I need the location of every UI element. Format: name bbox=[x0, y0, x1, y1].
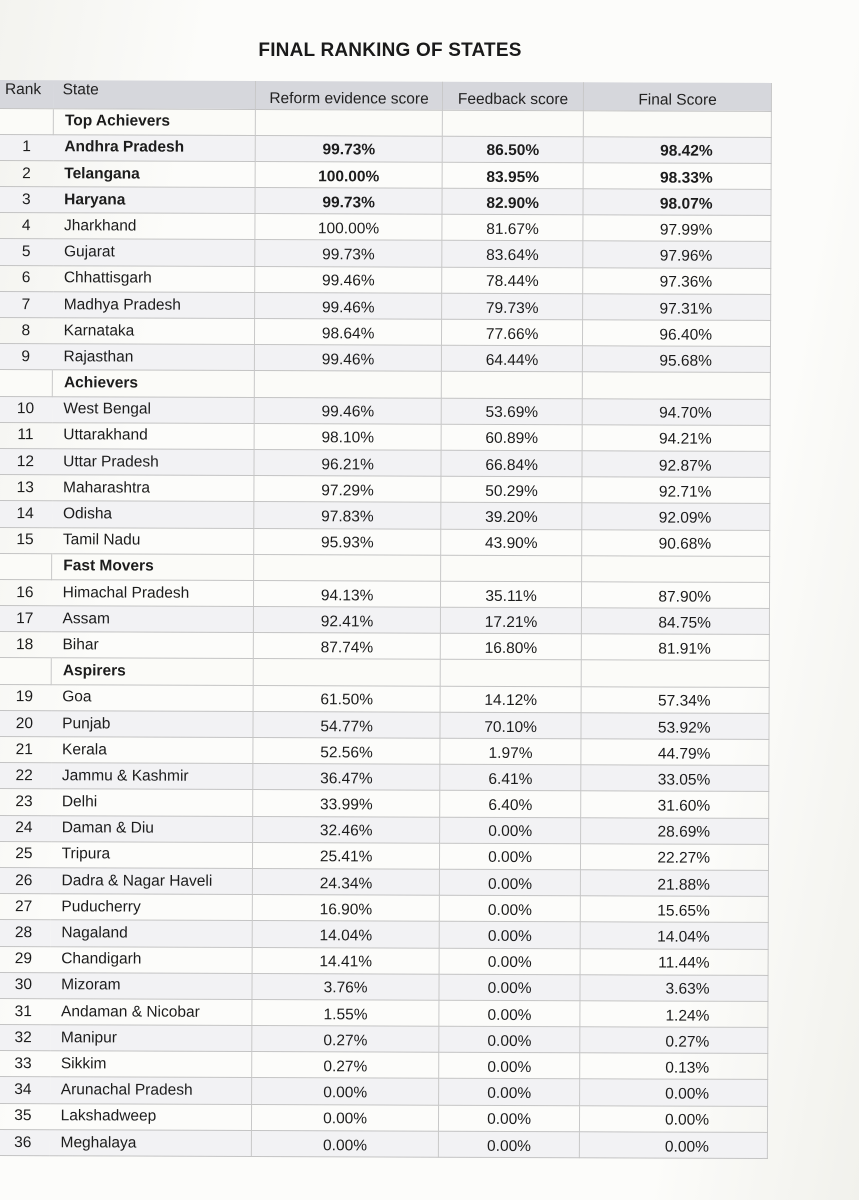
rank-cell: 32 bbox=[0, 1025, 50, 1051]
state-cell: Andhra Pradesh bbox=[53, 134, 255, 161]
reform-evidence-score-cell: 16.90% bbox=[253, 895, 440, 922]
table-row bbox=[0, 213, 771, 242]
reform-evidence-score-cell: 99.73% bbox=[255, 135, 442, 162]
table-row bbox=[0, 920, 768, 949]
table-row bbox=[0, 448, 770, 477]
final-score-cell: 28.69% bbox=[581, 817, 769, 844]
state-cell: Uttar Pradesh bbox=[52, 449, 254, 476]
final-score-cell: 14.04% bbox=[580, 922, 768, 949]
final-score-cell: 33.05% bbox=[581, 765, 769, 792]
final-score-cell: 92.87% bbox=[582, 451, 770, 478]
category-label: Fast Movers bbox=[52, 553, 254, 580]
final-score-cell: 81.91% bbox=[582, 634, 770, 661]
rank-cell: 15 bbox=[0, 527, 52, 553]
category-empty-cell bbox=[442, 110, 583, 137]
final-score-cell: 3.63% bbox=[580, 974, 768, 1001]
category-empty-cell bbox=[582, 555, 770, 582]
reform-evidence-score-cell: 61.50% bbox=[253, 685, 440, 712]
state-cell: Chhattisgarh bbox=[53, 265, 255, 292]
final-score-cell: 98.42% bbox=[583, 136, 771, 163]
table-row bbox=[0, 134, 771, 163]
final-score-cell: 31.60% bbox=[581, 791, 769, 818]
final-score-cell: 87.90% bbox=[582, 582, 770, 609]
final-score-cell: 96.40% bbox=[583, 320, 771, 347]
reform-evidence-score-cell: 52.56% bbox=[253, 737, 440, 764]
final-score-cell: 0.13% bbox=[580, 1053, 768, 1080]
category-empty-cell bbox=[256, 109, 443, 136]
rank-cell: 20 bbox=[0, 710, 51, 736]
state-cell: Karnataka bbox=[53, 318, 255, 345]
category-rank-empty bbox=[0, 108, 54, 134]
table-row bbox=[0, 710, 769, 739]
reform-evidence-score-cell: 87.74% bbox=[254, 633, 441, 660]
rank-cell: 36 bbox=[0, 1129, 50, 1155]
rank-cell: 13 bbox=[0, 475, 52, 501]
rank-cell: 12 bbox=[0, 448, 52, 474]
reform-evidence-score-cell: 3.76% bbox=[252, 973, 439, 1000]
reform-evidence-score-cell: 99.46% bbox=[255, 266, 442, 293]
table-row bbox=[0, 291, 771, 320]
final-score-cell: 98.07% bbox=[583, 189, 771, 216]
category-empty-cell bbox=[441, 372, 582, 399]
rank-cell: 9 bbox=[0, 344, 53, 370]
category-empty-cell bbox=[440, 660, 581, 687]
reform-evidence-score-cell: 97.83% bbox=[254, 502, 441, 529]
reform-evidence-score-cell: 95.93% bbox=[254, 528, 441, 555]
table-row bbox=[0, 972, 768, 1001]
category-empty-cell bbox=[255, 371, 442, 398]
table-row bbox=[0, 239, 771, 268]
state-cell: Lakshadweep bbox=[50, 1103, 252, 1130]
table-row bbox=[0, 317, 771, 346]
rank-cell: 5 bbox=[0, 239, 53, 265]
table-row bbox=[0, 344, 770, 373]
feedback-score-cell: 0.00% bbox=[438, 1105, 579, 1132]
reform-evidence-score-cell: 98.10% bbox=[254, 423, 441, 450]
state-cell: Kerala bbox=[51, 737, 253, 764]
state-cell: Tamil Nadu bbox=[52, 527, 254, 554]
rank-cell: 3 bbox=[0, 187, 53, 213]
reform-evidence-score-cell: 0.27% bbox=[252, 1026, 439, 1053]
category-rank-empty bbox=[0, 658, 51, 684]
final-score-cell: 0.27% bbox=[580, 1027, 768, 1054]
final-score-cell: 0.00% bbox=[580, 1079, 768, 1106]
feedback-score-cell: 86.50% bbox=[442, 136, 583, 163]
rank-cell: 29 bbox=[0, 946, 50, 972]
state-cell: Andaman & Nicobar bbox=[50, 999, 252, 1026]
state-cell: Nagaland bbox=[50, 920, 252, 947]
reform-evidence-score-cell: 14.41% bbox=[252, 947, 439, 974]
final-score-cell: 97.99% bbox=[583, 215, 771, 242]
final-score-cell: 98.33% bbox=[583, 163, 771, 190]
state-cell: Sikkim bbox=[50, 1051, 252, 1078]
category-label: Achievers bbox=[52, 370, 254, 397]
final-score-cell: 95.68% bbox=[583, 346, 771, 373]
rank-cell: 4 bbox=[0, 213, 53, 239]
table-row bbox=[0, 422, 770, 451]
feedback-score-cell: 53.69% bbox=[441, 398, 582, 425]
reform-evidence-score-cell: 25.41% bbox=[253, 842, 440, 869]
feedback-score-cell: 39.20% bbox=[441, 503, 582, 530]
rank-cell: 30 bbox=[0, 972, 50, 998]
reform-evidence-score-cell: 92.41% bbox=[254, 607, 441, 634]
reform-evidence-score-cell: 0.00% bbox=[252, 1130, 439, 1157]
header-feedback-score: Feedback score bbox=[442, 82, 583, 111]
state-cell: Madhya Pradesh bbox=[53, 292, 255, 319]
feedback-score-cell: 0.00% bbox=[440, 817, 581, 844]
feedback-score-cell: 0.00% bbox=[439, 922, 580, 949]
table-row bbox=[0, 632, 769, 661]
state-cell: Punjab bbox=[51, 711, 253, 738]
rank-cell: 24 bbox=[0, 815, 51, 841]
state-cell: Rajasthan bbox=[53, 344, 255, 371]
final-score-cell: 0.00% bbox=[580, 1105, 768, 1132]
table-header bbox=[0, 80, 771, 111]
reform-evidence-score-cell: 0.00% bbox=[252, 1104, 439, 1131]
feedback-score-cell: 14.12% bbox=[440, 686, 581, 713]
table-row bbox=[0, 501, 770, 530]
reform-evidence-score-cell: 1.55% bbox=[252, 999, 439, 1026]
table-row bbox=[0, 475, 770, 504]
final-score-cell: 15.65% bbox=[581, 896, 769, 923]
feedback-score-cell: 0.00% bbox=[438, 1131, 579, 1158]
state-cell: Tripura bbox=[51, 841, 253, 868]
category-row bbox=[0, 553, 770, 582]
header-row bbox=[0, 80, 771, 111]
state-cell: Jammu & Kashmir bbox=[51, 763, 253, 790]
table-body bbox=[0, 108, 771, 1158]
table-row bbox=[0, 1025, 768, 1054]
feedback-score-cell: 83.95% bbox=[442, 162, 583, 189]
feedback-score-cell: 64.44% bbox=[441, 345, 582, 372]
feedback-score-cell: 6.41% bbox=[440, 764, 581, 791]
table-row bbox=[0, 867, 768, 896]
feedback-score-cell: 1.97% bbox=[440, 738, 581, 765]
rank-cell: 23 bbox=[0, 789, 51, 815]
reform-evidence-score-cell: 0.27% bbox=[252, 1052, 439, 1079]
feedback-score-cell: 60.89% bbox=[441, 424, 582, 451]
category-row bbox=[0, 108, 771, 137]
feedback-score-cell: 43.90% bbox=[441, 529, 582, 556]
state-cell: Maharashtra bbox=[52, 475, 254, 502]
category-label: Aspirers bbox=[51, 658, 253, 685]
final-score-cell: 44.79% bbox=[581, 739, 769, 766]
feedback-score-cell: 50.29% bbox=[441, 476, 582, 503]
feedback-score-cell: 81.67% bbox=[442, 214, 583, 241]
state-cell: Daman & Diu bbox=[51, 815, 253, 842]
rank-cell: 16 bbox=[0, 579, 52, 605]
category-rank-empty bbox=[0, 553, 52, 579]
feedback-score-cell: 0.00% bbox=[439, 869, 580, 896]
category-empty-cell bbox=[254, 554, 441, 581]
rank-cell: 10 bbox=[0, 396, 52, 422]
final-score-cell: 97.31% bbox=[583, 294, 771, 321]
feedback-score-cell: 17.21% bbox=[440, 607, 581, 634]
reform-evidence-score-cell: 99.46% bbox=[254, 397, 441, 424]
final-score-cell: 53.92% bbox=[581, 713, 769, 740]
final-score-cell: 11.44% bbox=[580, 948, 768, 975]
state-cell: Delhi bbox=[51, 789, 253, 816]
reform-evidence-score-cell: 36.47% bbox=[253, 764, 440, 791]
reform-evidence-score-cell: 99.46% bbox=[255, 345, 442, 372]
reform-evidence-score-cell: 14.04% bbox=[252, 921, 439, 948]
rank-cell: 7 bbox=[0, 291, 53, 317]
state-cell: Meghalaya bbox=[49, 1130, 251, 1157]
category-rank-empty bbox=[0, 370, 53, 396]
rank-cell: 28 bbox=[0, 920, 50, 946]
category-empty-cell bbox=[441, 555, 582, 582]
state-cell: Arunachal Pradesh bbox=[50, 1077, 252, 1104]
feedback-score-cell: 0.00% bbox=[439, 974, 580, 1001]
table-row bbox=[0, 1103, 768, 1132]
final-score-cell: 92.71% bbox=[582, 477, 770, 504]
state-cell: Dadra & Nagar Haveli bbox=[51, 868, 253, 895]
final-score-cell: 21.88% bbox=[581, 870, 769, 897]
feedback-score-cell: 0.00% bbox=[439, 1000, 580, 1027]
category-empty-cell bbox=[584, 110, 772, 137]
feedback-score-cell: 78.44% bbox=[442, 267, 583, 294]
rank-cell: 17 bbox=[0, 606, 52, 632]
rank-cell: 22 bbox=[0, 763, 51, 789]
rank-cell: 14 bbox=[0, 501, 52, 527]
category-row bbox=[0, 370, 770, 399]
feedback-score-cell: 0.00% bbox=[439, 1052, 580, 1079]
ranking-table bbox=[0, 80, 772, 1159]
state-cell: Puducherry bbox=[50, 894, 252, 921]
state-cell: Chandigarh bbox=[50, 946, 252, 973]
table-row bbox=[0, 1051, 768, 1080]
reform-evidence-score-cell: 96.21% bbox=[254, 449, 441, 476]
table-row bbox=[0, 763, 769, 792]
category-empty-cell bbox=[253, 659, 440, 686]
rank-cell: 19 bbox=[0, 684, 51, 710]
state-cell: Telangana bbox=[53, 161, 255, 188]
page-title: FINAL RANKING OF STATES bbox=[258, 40, 522, 61]
state-cell: Uttarakhand bbox=[52, 422, 254, 449]
header-final-score: Final Score bbox=[584, 82, 772, 111]
feedback-score-cell: 82.90% bbox=[442, 188, 583, 215]
table-row bbox=[0, 1077, 768, 1106]
table-row bbox=[0, 527, 770, 556]
rank-cell: 31 bbox=[0, 998, 50, 1024]
reform-evidence-score-cell: 100.00% bbox=[255, 214, 442, 241]
reform-evidence-score-cell: 99.73% bbox=[255, 240, 442, 267]
state-cell: Assam bbox=[52, 606, 254, 633]
final-score-cell: 94.70% bbox=[582, 398, 770, 425]
state-cell: Jharkhand bbox=[53, 213, 255, 240]
state-cell: West Bengal bbox=[52, 396, 254, 423]
rank-cell: 2 bbox=[0, 160, 53, 186]
reform-evidence-score-cell: 99.73% bbox=[255, 188, 442, 215]
rank-cell: 35 bbox=[0, 1103, 50, 1129]
final-score-cell: 84.75% bbox=[582, 608, 770, 635]
category-empty-cell bbox=[581, 660, 769, 687]
category-label: Top Achievers bbox=[53, 108, 255, 135]
table-row bbox=[0, 160, 771, 189]
feedback-score-cell: 0.00% bbox=[439, 1026, 580, 1053]
feedback-score-cell: 66.84% bbox=[441, 450, 582, 477]
table-row bbox=[0, 606, 769, 635]
state-cell: Goa bbox=[51, 684, 253, 711]
reform-evidence-score-cell: 100.00% bbox=[255, 161, 442, 188]
table-row bbox=[0, 736, 769, 765]
final-score-cell: 57.34% bbox=[581, 686, 769, 713]
header-rank: Rank bbox=[0, 80, 54, 108]
feedback-score-cell: 16.80% bbox=[440, 633, 581, 660]
rank-cell: 26 bbox=[0, 867, 51, 893]
rank-cell: 21 bbox=[0, 736, 51, 762]
state-cell: Gujarat bbox=[53, 239, 255, 266]
rank-cell: 6 bbox=[0, 265, 53, 291]
rank-cell: 27 bbox=[0, 894, 51, 920]
reform-evidence-score-cell: 0.00% bbox=[252, 1078, 439, 1105]
reform-evidence-score-cell: 54.77% bbox=[253, 711, 440, 738]
table-row bbox=[0, 789, 769, 818]
reform-evidence-score-cell: 94.13% bbox=[254, 580, 441, 607]
header-state: State bbox=[54, 80, 256, 109]
rank-cell: 25 bbox=[0, 841, 51, 867]
feedback-score-cell: 35.11% bbox=[440, 581, 581, 608]
table-row bbox=[0, 894, 768, 923]
table-row bbox=[0, 946, 768, 975]
reform-evidence-score-cell: 24.34% bbox=[253, 868, 440, 895]
state-cell: Manipur bbox=[50, 1025, 252, 1052]
state-cell: Mizoram bbox=[50, 972, 252, 999]
feedback-score-cell: 0.00% bbox=[439, 895, 580, 922]
category-empty-cell bbox=[583, 372, 771, 399]
table-row bbox=[0, 396, 770, 425]
feedback-score-cell: 79.73% bbox=[442, 293, 583, 320]
table-row bbox=[0, 684, 769, 713]
state-cell: Haryana bbox=[53, 187, 255, 214]
final-score-cell: 90.68% bbox=[582, 529, 770, 556]
header-reform-evidence-score: Reform evidence score bbox=[256, 81, 443, 110]
reform-evidence-score-cell: 98.64% bbox=[255, 318, 442, 345]
reform-evidence-score-cell: 33.99% bbox=[253, 790, 440, 817]
table-row bbox=[0, 998, 768, 1027]
rank-cell: 11 bbox=[0, 422, 52, 448]
reform-evidence-score-cell: 97.29% bbox=[254, 476, 441, 503]
category-row bbox=[0, 658, 769, 687]
rank-cell: 18 bbox=[0, 632, 52, 658]
final-score-cell: 97.96% bbox=[583, 241, 771, 268]
state-cell: Himachal Pradesh bbox=[52, 580, 254, 607]
table-row bbox=[0, 579, 770, 608]
final-score-cell: 0.00% bbox=[580, 1132, 768, 1159]
rank-cell: 33 bbox=[0, 1051, 50, 1077]
final-score-cell: 92.09% bbox=[582, 503, 770, 530]
feedback-score-cell: 0.00% bbox=[439, 1079, 580, 1106]
feedback-score-cell: 77.66% bbox=[441, 319, 582, 346]
reform-evidence-score-cell: 32.46% bbox=[253, 816, 440, 843]
feedback-score-cell: 6.40% bbox=[440, 791, 581, 818]
feedback-score-cell: 83.64% bbox=[442, 241, 583, 268]
state-cell: Odisha bbox=[52, 501, 254, 528]
rank-cell: 8 bbox=[0, 317, 53, 343]
rank-cell: 34 bbox=[0, 1077, 50, 1103]
feedback-score-cell: 0.00% bbox=[439, 843, 580, 870]
final-score-cell: 94.21% bbox=[582, 424, 770, 451]
rank-cell: 1 bbox=[0, 134, 53, 160]
reform-evidence-score-cell: 99.46% bbox=[255, 292, 442, 319]
table-row bbox=[0, 841, 769, 870]
final-score-cell: 97.36% bbox=[583, 267, 771, 294]
table-row bbox=[0, 187, 771, 216]
table-row bbox=[0, 265, 771, 294]
feedback-score-cell: 70.10% bbox=[440, 712, 581, 739]
final-score-cell: 22.27% bbox=[581, 843, 769, 870]
table-row bbox=[0, 1129, 767, 1158]
state-cell: Bihar bbox=[51, 632, 253, 659]
feedback-score-cell: 0.00% bbox=[439, 948, 580, 975]
final-score-cell: 1.24% bbox=[580, 1001, 768, 1028]
table-row bbox=[0, 815, 769, 844]
